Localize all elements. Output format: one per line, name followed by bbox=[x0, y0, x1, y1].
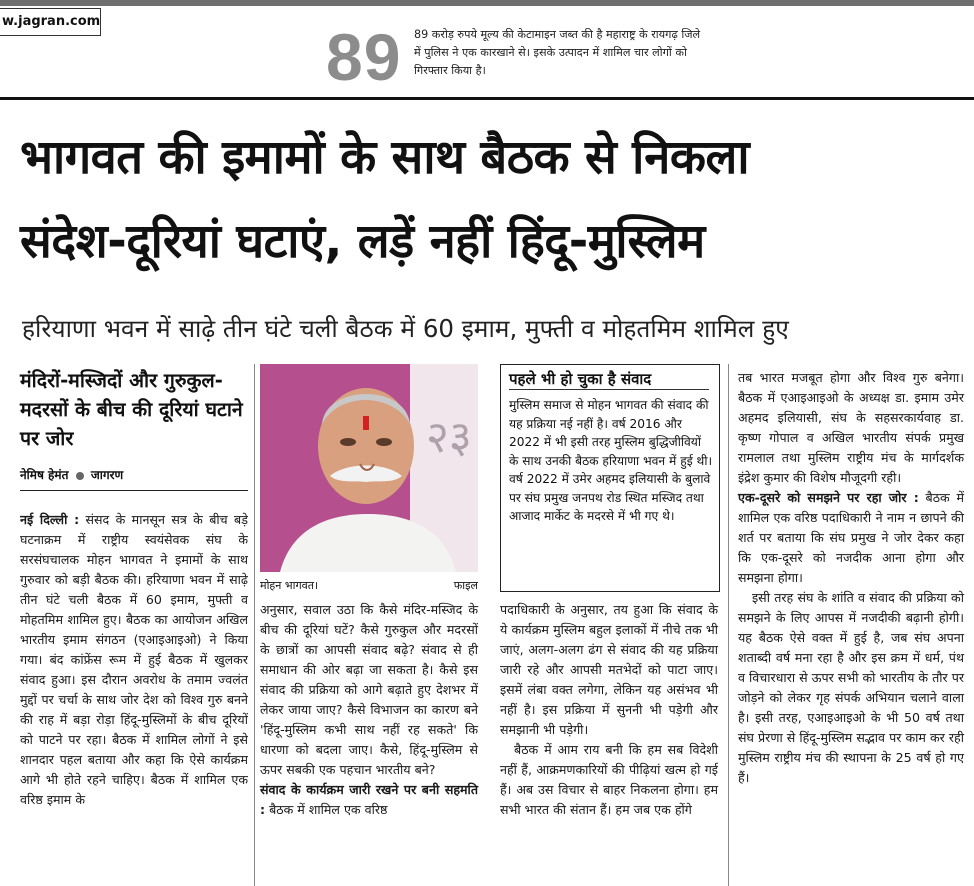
column2-body bbox=[260, 600, 478, 820]
column3-body bbox=[500, 600, 718, 820]
byline-divider bbox=[20, 490, 248, 491]
column4-text: तब भारत मजबूत होगा और विश्व गुरु बनेगा। बैठक में एआइआइओ के अध्यक्ष डा. इमाम उमेर अहमद इलियासी, संघ के सहसरकार्यवाह डा. कृष्ण गोपाल व अखिल भारतीय संपर्क प्रमुख रामलाल तथा मुस्लिम राष्ट्रीय मंच के मार्गदर्शक इंद्रेश कुमार की विशेष मौजूदगी रही। bbox=[738, 370, 964, 485]
highlight-number: 89 bbox=[326, 20, 402, 94]
box-text: मुस्लिम समाज से मोहन भागवत की संवाद की यह प्रक्रिया नई नहीं है। वर्ष 2016 और 2022 में भी इसी तरह मुस्लिम बुद्धिजीवियों के साथ उनकी बैठक हरियाणा भवन में हुई थी। वर्ष 2022 में उमेर अहमद इलियासी के बुलावे पर संघ प्रमुख जनपथ रोड स्थित मस्जिद तथा आजाद मार्केट के मदरसे में भी गए थे। bbox=[509, 398, 713, 523]
top-news-brief: 89 करोड़ रुपये मूल्य की केटामाइन जब्त की है महाराष्ट्र के रायगढ़ जिले में पुलिस ने एक कारखाने से। इसके उत्पादन में शामिल चार लोगों को गिरफ्तार किया है। bbox=[414, 28, 701, 77]
headline-line-2: संदेश-दूरियां घटाएं, लड़ें नहीं हिंदू-मुस्लिम bbox=[20, 214, 705, 269]
column1-sidehead: मंदिरों-मस्जिदों और गुरुकुल-मदरसों के बीच की दूरियां घटाने पर जोर bbox=[20, 369, 243, 450]
top-border bbox=[0, 0, 974, 6]
photo-credit: फाइल bbox=[453, 579, 478, 592]
byline bbox=[20, 466, 123, 483]
headline-line-1: भागवत की इमामों के साथ बैठक से निकला bbox=[20, 130, 750, 185]
backdrop-text: २३ bbox=[426, 412, 472, 463]
column2-text: अनुसार, सवाल उठा कि कैसे मंदिर-मस्जिद के बीच की दूरियां घटें? कैसे गुरुकुल और मदरसों के छात्रों का आपसी संवाद बढ़े? संवाद से ही समाधान की ओर बढ़ा जा सकता है। कैसे इस संवाद की प्रक्रिया को आगे बढ़ाते हुए देशभर में लेकर जाया जाए? कैसे विभाजन का कारण बने 'हिंदू-मुस्लिम कभी साथ नहीं रह सकते' कि धारणा को बदला जाए। कैसे, हिंदू-मुस्लिम से ऊपर सबकी एक पहचान भारतीय बने? bbox=[260, 602, 478, 777]
header-divider bbox=[0, 97, 974, 100]
column2-subhead: संवाद के कार्यक्रम जारी रखने पर बनी सहमति : bbox=[260, 782, 478, 817]
column1-text: संसद के मानसून सत्र के बीच बड़े घटनाक्रम में राष्ट्रीय स्वयंसेवक संघ के सरसंघचालक मोहन भागवत ने इमामों के साथ गुरुवार को बड़ी बैठक की। हरियाणा भवन में साढ़े तीन घंटे चली बैठक में 60 इमाम, मुफ्ती व मोहतमिम शामिल हुए। बैठक का आयोजन अखिल भारतीय इमाम संगठन (एआइआइओ) ने किया गया। बंद कांफ्रेंस रूम में हुई बैठक में खुलकर संवाद हुआ। इस दौरान अवरोध के तमाम ज्वलंत मुद्दों पर चर्चा के साथ जोर देश को विश्व गुरु बनने की राह में बड़ा रोड़ा हिंदू-मुस्लिमों के बीच दूरियों को पाटने पर रहा। बैठक में शामिल लोगों ने इसे शानदार पहल बताया और कहा कि ऐसे कार्यक्रम आगे भी होते रहने चाहिए। बैठक में शामिल एक वरिष्ठ इमाम के bbox=[20, 512, 248, 807]
box-title-rule bbox=[509, 389, 709, 390]
column4-text-2: बैठक में शामिल एक वरिष्ठ पदाधिकारी ने नाम न छापने की शर्त पर बताया कि संघ प्रमुख ने जोर देकर कहा कि एक-दूसरे को नजदीक आना होगा और समझना होगा। bbox=[738, 490, 964, 585]
column3-text-2: बैठक में आम राय बनी कि हम सब विदेशी नहीं हैं, आक्रमणकारियों की पीढ़ियां खत्म हो गई हैं। अब उस विचार से बाहर निकलना होगा। हम सभी भारत की संतान हैं। हम जब एक होंगे bbox=[500, 742, 718, 817]
column2-text-2: बैठक में शामिल एक वरिष्ठ bbox=[269, 802, 388, 817]
photo-caption bbox=[260, 578, 478, 593]
subheadline: हरियाणा भवन में साढ़े तीन घंटे चली बैठक में 60 इमाम, मुफ्ती व मोहतमिम शामिल हुए bbox=[22, 314, 789, 343]
info-box bbox=[500, 364, 720, 592]
site-url: w.jagran.com bbox=[0, 8, 101, 36]
column3-text: पदाधिकारी के अनुसार, तय हुआ कि संवाद के ये कार्यक्रम मुस्लिम बहुल इलाकों में नीचे तक भी जाएं, अलग-अलग ढंग से संवाद की यह प्रक्रिया जारी रहे और आपसी मतभेदों को पाटा जाए। इसमें लंबा वक्त लगेगा, लेकिन यह असंभव भी नहीं है। इस प्रक्रिया में सुननी भी पड़ेगी और समझानी भी पड़ेगी। bbox=[500, 602, 718, 737]
dateline: नई दिल्ली : bbox=[20, 512, 80, 527]
column-divider bbox=[254, 364, 255, 886]
column4-body bbox=[738, 368, 964, 788]
mohan-bhagwat-photo bbox=[260, 364, 478, 572]
bullet-icon bbox=[76, 472, 84, 480]
byline-agency: जागरण bbox=[90, 468, 124, 482]
column4-subhead: एक-दूसरे को समझने पर रहा जोर : bbox=[738, 490, 919, 505]
column1-body bbox=[20, 510, 248, 886]
news-photo bbox=[260, 364, 478, 572]
caption-text: मोहन भागवत। bbox=[260, 579, 319, 592]
box-title: पहले भी हो चुका है संवाद bbox=[509, 370, 652, 388]
column-divider-2 bbox=[728, 364, 729, 886]
byline-author: नेमिष हेमंत bbox=[20, 468, 69, 482]
column4-text-3: इसी तरह संघ के शांति व संवाद की प्रक्रिया को समझने के लिए आपस में नजदीकी बढ़ानी होगी। यह बैठक ऐसे वक्त में हुई है, जब संघ अपना शताब्दी वर्ष मना रहा है और इस क्रम में धर्म, पंथ व विचारधारा से ऊपर सभी को भारतीय के तौर पर जोड़ने को लेकर गृह संपर्क अभियान चलाने वाला है। इसी तरह, एआइआइओ के भी 50 वर्ष तथा संघ प्रेरणा से हिंदू-मुस्लिम सद्भाव पर काम कर रही मुस्लिम राष्ट्रीय मंच की स्थापना के 25 वर्ष हो गए हैं। bbox=[738, 590, 964, 785]
